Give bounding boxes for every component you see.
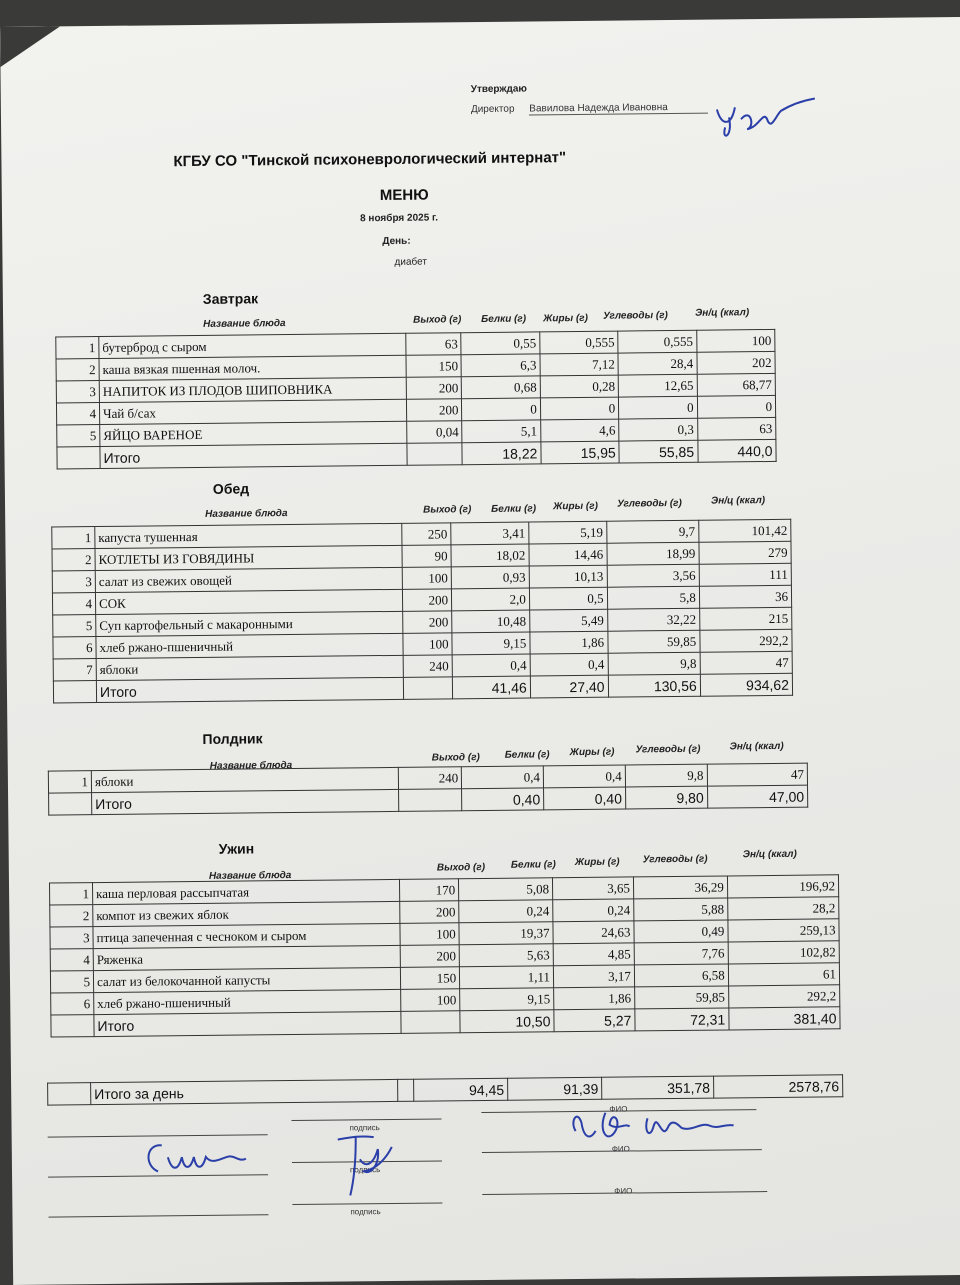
folded-corner <box>0 26 60 67</box>
dish-protein: 18,02 <box>451 544 529 567</box>
dish-protein: 0,93 <box>451 566 529 589</box>
row-number: 6 <box>51 993 94 1015</box>
dish-name: каша перловая рассыпчатая <box>92 879 399 904</box>
dish-carbs: 0,3 <box>619 418 698 441</box>
dish-energy: 101,42 <box>698 519 790 542</box>
dish-protein: 3,41 <box>451 522 529 545</box>
col-protein-header: Белки (г) <box>481 313 527 326</box>
dish-fat: 10,13 <box>529 565 607 588</box>
total-carbs: 9,80 <box>625 786 707 809</box>
row-number: 6 <box>53 637 96 659</box>
approval-title: Утверждаю <box>470 83 527 96</box>
dish-energy: 61 <box>728 963 839 986</box>
dish-energy: 68,77 <box>697 373 776 396</box>
dish-name: яблоки <box>91 767 398 792</box>
dish-yield: 200 <box>403 611 452 634</box>
dish-yield: 200 <box>400 901 459 924</box>
dish-carbs: 59,85 <box>607 630 699 653</box>
dish-fat: 0,24 <box>553 899 634 922</box>
director-position: Директор <box>470 103 515 116</box>
col-yield-header: Выход (г) <box>436 861 486 874</box>
dish-yield: 200 <box>400 945 459 968</box>
row-number: 2 <box>50 905 93 927</box>
dish-fat: 4,85 <box>553 943 634 966</box>
dish-carbs: 0,49 <box>634 920 728 943</box>
menu-date: 8 ноября 2025 г. <box>359 212 439 225</box>
dish-yield: 100 <box>401 989 460 1012</box>
dish-energy: 28,2 <box>727 897 838 920</box>
dish-protein: 0,4 <box>462 766 544 789</box>
col-energy-header: Эн/ц (ккал) <box>695 307 750 319</box>
dish-energy: 47 <box>707 763 808 786</box>
dish-protein: 5,63 <box>459 944 553 967</box>
director-line <box>471 101 720 115</box>
dish-fat: 3,65 <box>552 877 633 900</box>
dish-carbs: 7,76 <box>634 942 728 965</box>
dish-fat: 3,17 <box>553 965 634 988</box>
fio-label: ФИО <box>609 1104 628 1114</box>
row-number: 3 <box>56 381 99 403</box>
col-fat-header: Жиры (г) <box>553 500 598 513</box>
dish-carbs: 12,65 <box>618 374 697 397</box>
dish-protein: 5,1 <box>462 420 541 443</box>
row-number: 4 <box>52 593 95 615</box>
dish-energy: 63 <box>697 417 776 440</box>
total-yield <box>398 1079 414 1101</box>
dish-yield: 200 <box>406 377 462 400</box>
dish-energy: 111 <box>699 563 791 586</box>
breakfast-table <box>55 329 776 470</box>
total-carbs: 55,85 <box>619 440 698 463</box>
dish-carbs: 0 <box>619 396 698 419</box>
total-yield <box>399 789 462 812</box>
total-yield <box>403 677 452 700</box>
dish-name: СОК <box>95 589 402 614</box>
col-name-header: Название блюда <box>205 508 288 520</box>
col-name-header: Название блюда <box>208 870 292 882</box>
dish-carbs: 32,22 <box>607 608 699 631</box>
organization-title: КГБУ СО "Тинской психоневрологический интернат" <box>173 149 567 171</box>
total-protein: 41,46 <box>452 676 530 699</box>
dish-yield: 0,04 <box>407 421 463 444</box>
dish-yield: 250 <box>402 523 451 546</box>
col-protein-header: Белки (г) <box>491 503 537 515</box>
total-protein: 10,50 <box>460 1010 554 1033</box>
dish-energy: 36 <box>699 585 791 608</box>
col-name-header: Название блюда <box>209 760 293 772</box>
dish-name: Чай б/сах <box>99 399 406 424</box>
dish-name: Ряженка <box>93 945 400 970</box>
row-number: 1 <box>52 527 95 549</box>
col-yield-header: Выход (г) <box>431 752 480 764</box>
col-carbs-header: Углеводы (г) <box>642 853 708 866</box>
row-number: 5 <box>57 425 100 447</box>
dish-energy: 102,82 <box>728 941 839 964</box>
col-yield-header: Выход (г) <box>413 314 462 326</box>
dish-yield: 100 <box>403 633 452 656</box>
total-fat: 5,27 <box>554 1009 635 1032</box>
col-name-header: Название блюда <box>203 318 286 330</box>
dish-yield: 100 <box>400 923 459 946</box>
total-yield <box>401 1011 460 1034</box>
signature-label: подпись <box>349 1123 380 1133</box>
dish-protein: 2,0 <box>451 588 529 611</box>
dish-protein: 0,24 <box>459 900 553 923</box>
dish-energy: 259,13 <box>728 919 839 942</box>
dish-yield: 100 <box>402 567 451 590</box>
dish-carbs: 59,85 <box>635 986 729 1009</box>
col-carbs-header: Углеводы (г) <box>603 310 668 322</box>
dish-fat: 0 <box>540 397 619 420</box>
dish-yield: 170 <box>399 879 458 902</box>
row-number <box>53 681 96 703</box>
row-number <box>49 793 92 815</box>
dish-energy: 196,92 <box>727 875 838 898</box>
snack-table <box>48 763 808 816</box>
dish-protein: 10,48 <box>452 610 530 633</box>
dish-name: салат из свежих овощей <box>95 567 402 592</box>
section-breakfast-title: Завтрак <box>202 290 259 307</box>
dish-fat: 0,5 <box>529 587 607 610</box>
signature-label: подпись <box>350 1207 381 1217</box>
dish-protein: 0 <box>462 398 541 421</box>
section-lunch-title: Обед <box>212 480 250 497</box>
dish-carbs: 3,56 <box>607 564 699 587</box>
row-number: 2 <box>52 549 95 571</box>
dish-fat: 14,46 <box>529 543 607 566</box>
dish-fat: 4,6 <box>540 419 619 442</box>
section-snack-title: Полдник <box>202 730 263 747</box>
dish-name: птица запеченная с чесноком и сыром <box>93 923 400 948</box>
dish-protein: 5,08 <box>459 878 553 901</box>
dish-name: КОТЛЕТЫ ИЗ ГОВЯДИНЫ <box>95 545 402 570</box>
col-fat-header: Жиры (г) <box>569 746 615 759</box>
row-number: 5 <box>50 971 93 993</box>
col-carbs-header: Углеводы (г) <box>616 497 682 510</box>
dish-fat: 0,4 <box>543 765 625 788</box>
dish-yield: 200 <box>402 589 451 612</box>
total-protein: 0,40 <box>462 788 544 811</box>
menu-sheet <box>0 17 960 1285</box>
total-label: Итого <box>100 443 407 468</box>
dish-protein: 6,3 <box>461 354 540 377</box>
dish-carbs: 9,7 <box>606 520 698 543</box>
total-carbs: 351,78 <box>602 1076 714 1099</box>
dish-carbs: 9,8 <box>608 652 700 675</box>
dish-energy: 292,2 <box>700 629 792 652</box>
signature-line <box>292 1202 442 1205</box>
col-carbs-header: Углеводы (г) <box>635 743 701 756</box>
dish-protein: 19,37 <box>459 922 553 945</box>
total-protein: 18,22 <box>462 442 541 465</box>
row-number: 4 <box>56 403 99 425</box>
dish-fat: 5,49 <box>529 609 607 632</box>
row-number: 4 <box>50 949 93 971</box>
dish-yield: 90 <box>402 545 451 568</box>
signature-2 <box>330 1129 401 1200</box>
dish-name: компот из свежих яблок <box>93 901 400 926</box>
dish-yield: 150 <box>400 967 459 990</box>
dinner-table <box>49 874 841 1037</box>
fio-label: ФИО <box>611 1144 630 1154</box>
dish-name: салат из белокочанной капусты <box>93 967 400 992</box>
dish-name: бутерброд с сыром <box>99 333 406 358</box>
total-energy: 440,0 <box>697 439 776 462</box>
dish-energy: 47 <box>700 651 792 674</box>
dish-name: яблоки <box>96 655 403 680</box>
signature-line <box>48 1214 268 1217</box>
dish-carbs: 28,4 <box>618 352 697 375</box>
row-number: 7 <box>53 659 96 681</box>
total-fat: 0,40 <box>544 787 626 810</box>
dish-energy: 215 <box>699 607 791 630</box>
total-label: Итого <box>96 677 403 702</box>
total-carbs: 130,56 <box>608 674 700 697</box>
dish-energy: 202 <box>697 351 776 374</box>
total-fat: 27,40 <box>530 675 608 698</box>
menu-title: МЕНЮ <box>379 186 429 205</box>
col-yield-header: Выход (г) <box>423 504 472 516</box>
dish-protein: 1,11 <box>460 966 554 989</box>
col-energy-header: Эн/ц (ккал) <box>729 740 784 753</box>
signature-line <box>291 1118 441 1121</box>
dish-energy: 100 <box>696 329 775 352</box>
dish-yield: 63 <box>406 333 462 356</box>
dish-fat: 5,19 <box>529 521 607 544</box>
total-protein: 94,45 <box>413 1078 507 1101</box>
col-protein-header: Белки (г) <box>510 859 556 871</box>
total-label: Итого за день <box>91 1079 398 1104</box>
dish-protein: 9,15 <box>460 988 554 1011</box>
dish-name: НАПИТОК ИЗ ПЛОДОВ ШИПОВНИКА <box>99 377 406 402</box>
dish-fat: 7,12 <box>540 353 619 376</box>
row-number <box>48 1083 91 1105</box>
dish-carbs: 9,8 <box>625 764 707 787</box>
dish-name: хлеб ржано-пшеничный <box>96 633 403 658</box>
row-number <box>51 1015 94 1037</box>
dish-name: Суп картофельный с макаронными <box>96 611 403 636</box>
row-number: 5 <box>53 615 96 637</box>
dish-carbs: 18,99 <box>607 542 699 565</box>
dish-protein: 9,15 <box>452 632 530 655</box>
director-name: Вавилова Надежда Ивановна <box>529 102 708 116</box>
total-energy: 381,40 <box>729 1007 840 1030</box>
total-energy: 2578,76 <box>713 1075 842 1098</box>
dish-protein: 0,68 <box>462 376 541 399</box>
dish-fat: 1,86 <box>530 631 608 654</box>
dish-name: каша вязкая пшенная молоч. <box>99 355 406 380</box>
total-label: Итого <box>92 789 399 814</box>
dish-fat: 24,63 <box>553 921 634 944</box>
dish-carbs: 36,29 <box>633 876 727 899</box>
signature-3 <box>567 1099 738 1154</box>
signature-label: подпись <box>349 1165 381 1175</box>
col-energy-header: Эн/ц (ккал) <box>710 495 766 507</box>
total-fat: 15,95 <box>541 441 620 464</box>
total-energy: 47,00 <box>707 785 808 808</box>
dish-carbs: 6,58 <box>634 964 728 987</box>
dish-carbs: 5,88 <box>634 898 728 921</box>
total-energy: 934,62 <box>700 673 792 696</box>
dish-fat: 0,28 <box>540 375 619 398</box>
col-fat-header: Жиры (г) <box>574 856 620 869</box>
dish-yield: 200 <box>406 399 462 422</box>
dish-yield: 240 <box>398 767 461 790</box>
dish-name: ЯЙЦО ВАРЕНОЕ <box>100 421 407 446</box>
dish-fat: 1,86 <box>554 987 635 1010</box>
total-carbs: 72,31 <box>635 1008 729 1031</box>
dish-name: хлеб ржано-пшеничный <box>94 989 401 1014</box>
lunch-table <box>51 519 793 704</box>
dish-energy: 292,2 <box>728 985 839 1008</box>
signature-1 <box>142 1134 252 1180</box>
dish-fat: 0,4 <box>530 653 608 676</box>
row-number: 1 <box>49 883 92 905</box>
dish-energy: 0 <box>697 395 776 418</box>
row-number: 2 <box>56 359 99 381</box>
fio-label: ФИО <box>614 1186 633 1196</box>
col-protein-header: Белки (г) <box>504 749 550 761</box>
diet-type: диабет <box>394 256 427 268</box>
row-number: 1 <box>56 337 99 359</box>
col-fat-header: Жиры (г) <box>543 312 588 325</box>
row-number: 1 <box>48 771 91 793</box>
row-number <box>57 447 100 469</box>
dish-fat: 0,555 <box>540 331 619 354</box>
row-number: 3 <box>52 571 95 593</box>
total-fat: 91,39 <box>507 1077 601 1100</box>
dish-carbs: 0,555 <box>618 330 697 353</box>
col-energy-header: Эн/ц (ккал) <box>742 848 797 861</box>
row-number: 3 <box>50 927 93 949</box>
day-label: День: <box>382 235 411 248</box>
dish-yield: 240 <box>403 655 452 678</box>
director-signature <box>711 96 822 147</box>
dish-name: капуста тушенная <box>95 523 402 548</box>
total-label: Итого <box>94 1011 401 1036</box>
dish-energy: 279 <box>699 541 791 564</box>
dish-protein: 0,55 <box>461 332 540 355</box>
section-dinner-title: Ужин <box>218 840 255 857</box>
total-yield <box>407 443 463 466</box>
dish-protein: 0,4 <box>452 654 530 677</box>
dish-yield: 150 <box>406 355 462 378</box>
dish-carbs: 5,8 <box>607 586 699 609</box>
